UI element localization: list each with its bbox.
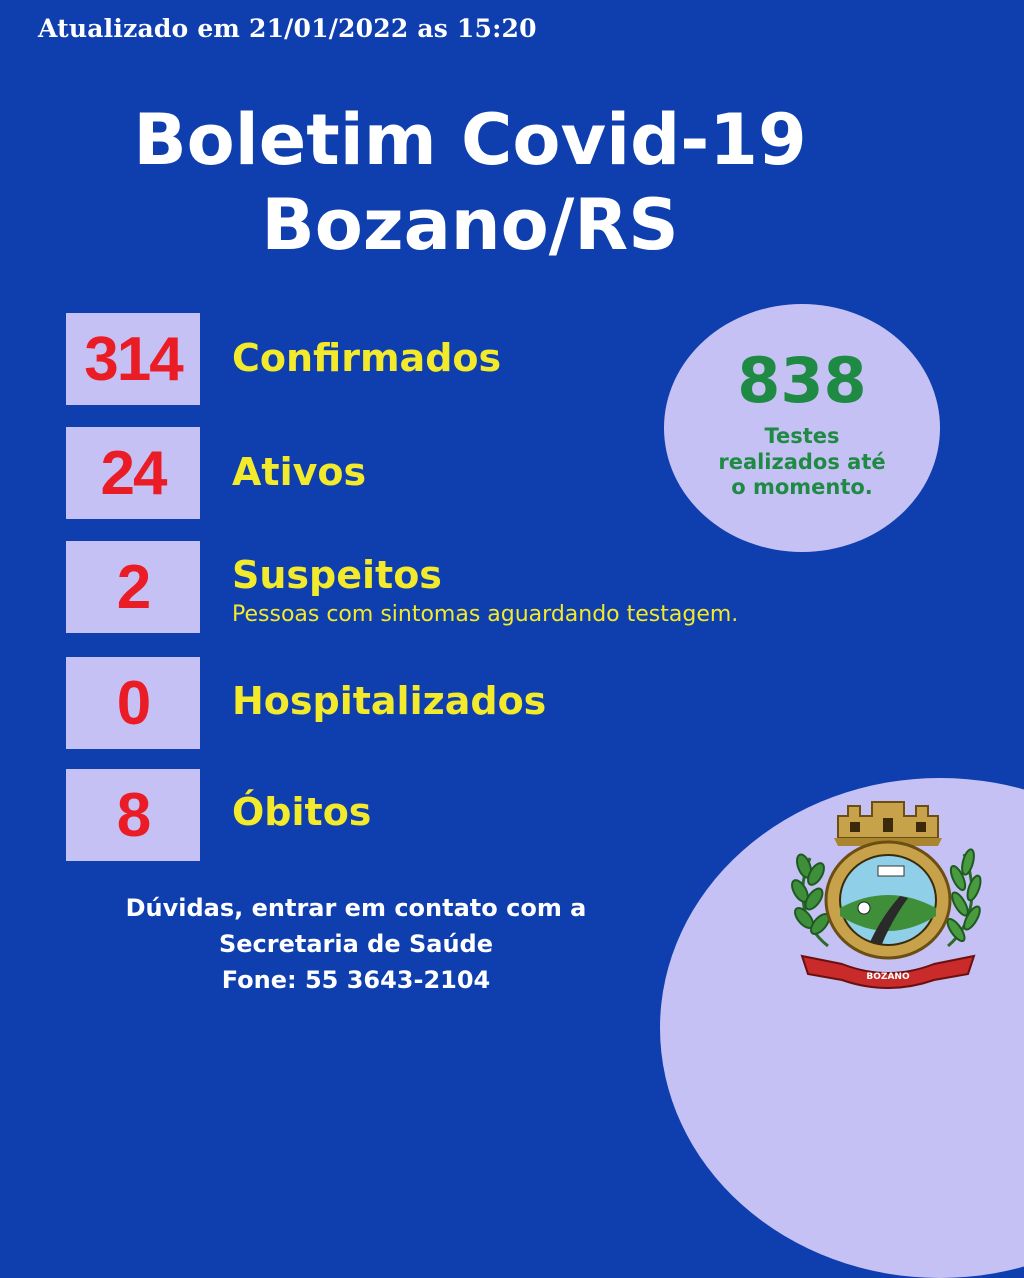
contact-line2: Secretaria de Saúde: [218, 930, 494, 958]
bulletin-title: Boletim Covid-19: [133, 99, 807, 181]
tests-caption: [694, 424, 910, 501]
tests-caption-line3: o momento.: [731, 475, 873, 500]
tests-count: 838: [737, 344, 867, 417]
suspected-count: 2: [66, 541, 200, 633]
updated-timestamp: Atualizado em 21/01/2022 as 15:20: [38, 14, 537, 43]
active-count: 24: [66, 427, 200, 519]
ribbon-icon: [802, 956, 974, 988]
deaths-label: Óbitos: [232, 790, 372, 834]
active-label: Ativos: [232, 450, 367, 494]
deaths-count: 8: [66, 769, 200, 861]
suspected-note: Pessoas com sintomas aguardando testagem.: [232, 602, 739, 627]
tests-caption-line1: Testes: [764, 424, 840, 448]
contact-line1: Dúvidas, entrar em contato com a: [125, 894, 587, 922]
hospitalized-label: Hospitalizados: [232, 679, 547, 723]
contact-phone: Fone: 55 3643-2104: [221, 966, 491, 994]
hospitalized-count: 0: [66, 657, 200, 749]
tests-badge: [664, 304, 940, 552]
bulletin-subtitle: Bozano/RS: [261, 184, 679, 266]
shield-icon: [826, 842, 950, 958]
municipal-coat-of-arms-icon: [782, 796, 994, 992]
suspected-label: Suspeitos: [232, 553, 442, 597]
tests-caption-line2: realizados até: [718, 449, 886, 474]
mural-crown-icon: [834, 802, 942, 846]
confirmed-count: 314: [66, 313, 200, 405]
confirmed-label: Confirmados: [232, 336, 502, 380]
ribbon-text: BOZANO: [866, 972, 910, 982]
